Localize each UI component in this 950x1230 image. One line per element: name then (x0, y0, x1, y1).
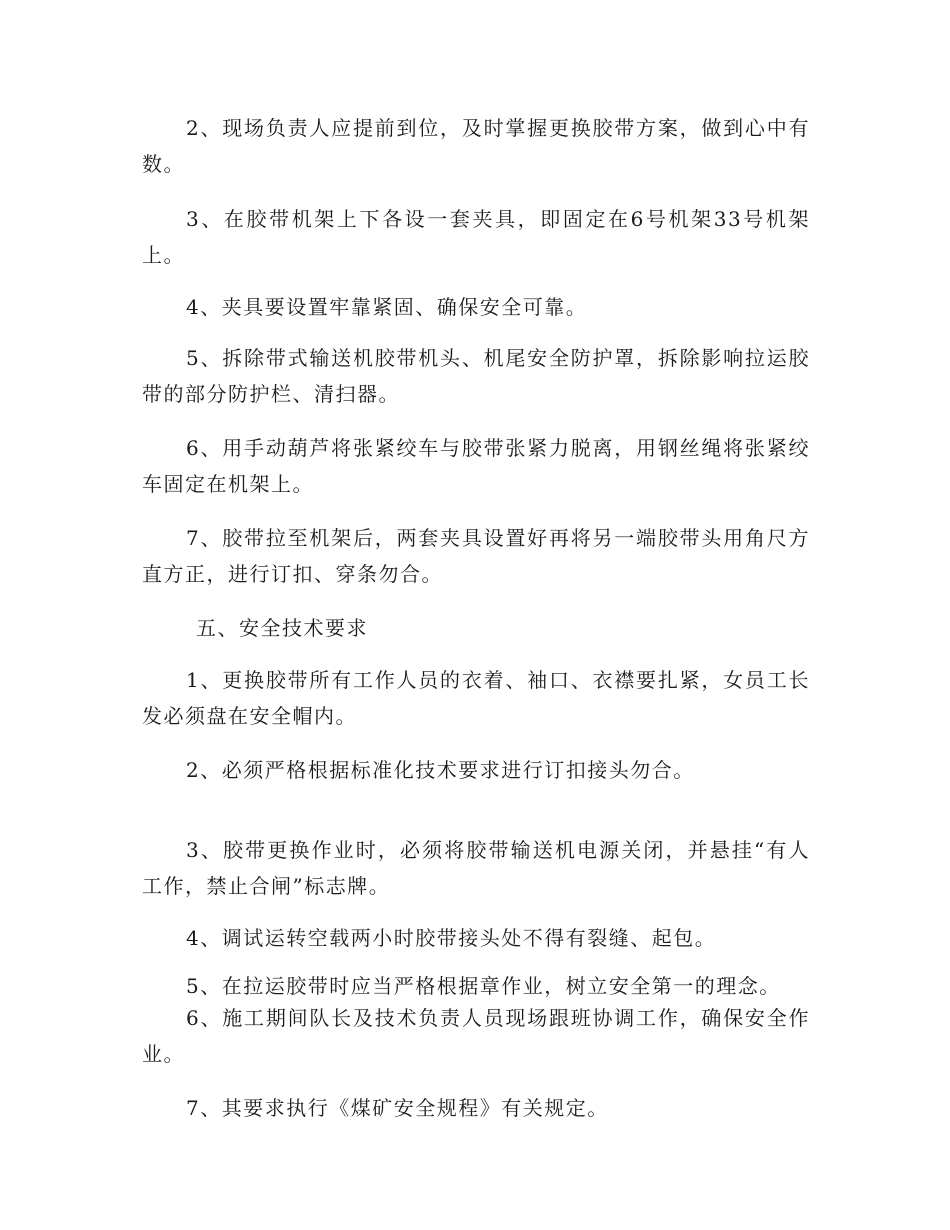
paragraph-step-5: 5、拆除带式输送机胶带机头、机尾安全防护罩，拆除影响拉运胶带的部分防护栏、清扫器。 (142, 346, 810, 406)
paragraph-step-4: 4、夹具要设置牢靠紧固、确保安全可靠。 (186, 295, 588, 319)
requirement-7: 7、其要求执行《煤矿安全规程》有关规定。 (186, 1096, 609, 1120)
paragraph-step-2: 2、现场负责人应提前到位，及时掌握更换胶带方案，做到心中有数。 (142, 116, 810, 176)
paragraph-step-3: 3、在胶带机架上下各设一套夹具，即固定在6号机架33号机架上。 (142, 207, 810, 267)
requirement-6: 6、施工期间队长及技术负责人员现场跟班协调工作，确保安全作业。 (142, 1006, 810, 1066)
requirement-1: 1、更换胶带所有工作人员的衣着、袖口、衣襟要扎紧，女员工长发必须盘在安全帽内。 (142, 668, 810, 728)
requirement-5: 5、在拉运胶带时应当严格根据章作业，树立安全第一的理念。 (186, 974, 781, 998)
section-heading: 五、安全技术要求 (196, 616, 368, 640)
requirement-4: 4、调试运转空载两小时胶带接头处不得有裂缝、起包。 (186, 926, 717, 950)
paragraph-step-6: 6、用手动葫芦将张紧绞车与胶带张紧力脱离，用钢丝绳将张紧绞车固定在机架上。 (142, 436, 810, 496)
paragraph-step-7: 7、胶带拉至机架后，两套夹具设置好再将另一端胶带头用角尺方直方正，进行订扣、穿条勿合。 (142, 526, 810, 586)
requirement-2: 2、必须严格根据标准化技术要求进行订扣接头勿合。 (186, 758, 695, 782)
requirement-3: 3、胶带更换作业时，必须将胶带输送机电源关闭，并悬挂“有人工作，禁止合闸”标志牌。 (142, 838, 810, 898)
